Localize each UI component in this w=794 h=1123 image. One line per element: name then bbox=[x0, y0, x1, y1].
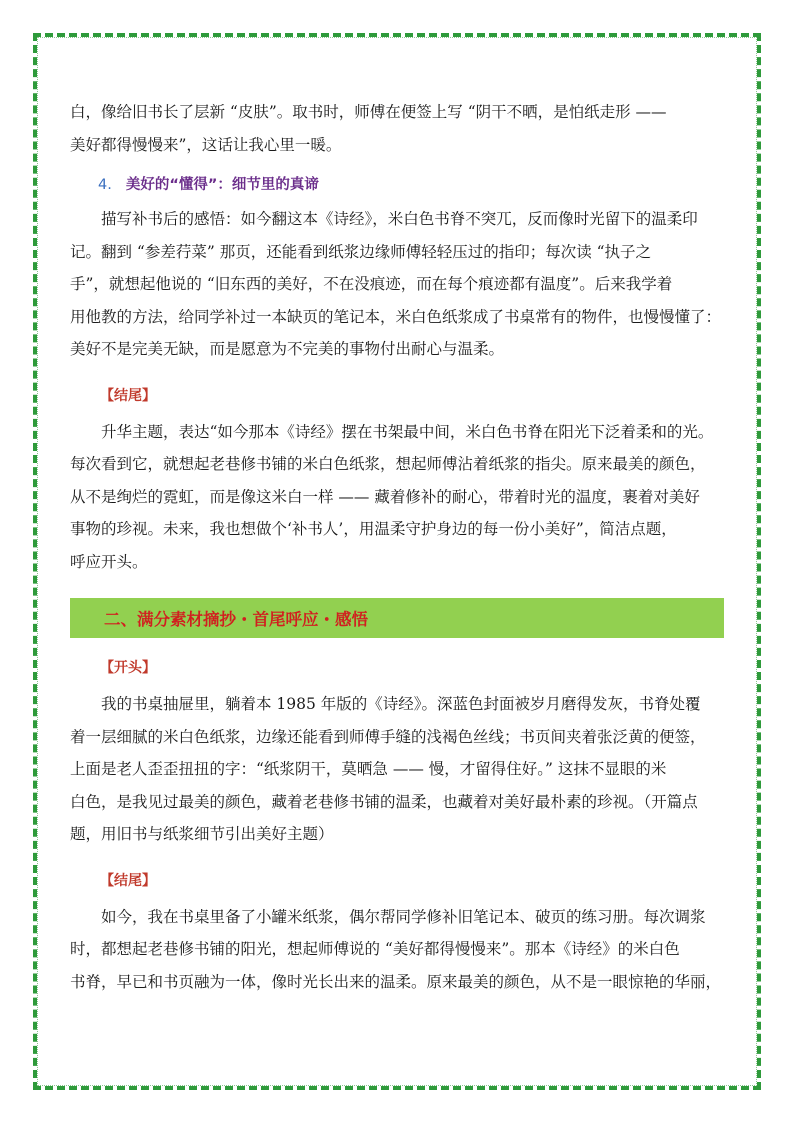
section-header-bar bbox=[70, 598, 724, 638]
text-line: 事物的珍视。未来，我也想做个‘补书人’，用温柔守护身边的每一份小美好”，简洁点题， bbox=[70, 520, 677, 538]
subheading-number: 4. bbox=[98, 177, 112, 193]
text-line: 书脊，早已和书页融为一体，像时光长出来的温柔。原来最美的颜色，从不是一眼惊艳的华丽， bbox=[70, 972, 722, 991]
section-title: 二、满分素材摘抄・首尾呼应・感悟 bbox=[104, 610, 368, 629]
paragraph-insight bbox=[70, 203, 724, 366]
paragraph-ending-outline bbox=[70, 416, 724, 579]
text-line: 美好都得慢慢来”，这话让我心里一暖。 bbox=[70, 135, 342, 154]
text-line: 时，都想起老巷修书铺的阳光，想起师傅说的 “美好都得慢慢来”。那本《诗经》的米白色 bbox=[70, 940, 680, 958]
paragraph-opening bbox=[70, 688, 724, 851]
text-line: 手”，就想起他说的 “旧东西的美好，不在没痕迹，而在每个痕迹都有温度”。后来我学着 bbox=[70, 275, 673, 293]
text-line: 如今，我在书桌里备了小罐米纸浆，偶尔帮同学修补旧笔记本、破页的练习册。每次调浆 bbox=[101, 907, 706, 926]
text-line: 用他教的方法，给同学补过一本缺页的笔记本，米白色纸浆成了书桌常有的物件，也慢慢懂了： bbox=[70, 307, 722, 326]
text-line: 我的书桌抽屉里，躺着本 1985 年版的《诗经》。深蓝色封面被岁月磨得发灰，书脊处覆 bbox=[101, 695, 701, 713]
tag-opening: 【开头】 bbox=[100, 660, 156, 676]
text-line: 题，用旧书与纸浆细节引出美好主题） bbox=[70, 825, 334, 843]
text-line: 呼应开头。 bbox=[70, 552, 148, 571]
text-line: 从不是绚烂的霓虹，而是像这米白一样 —— 藏着修补的耐心，带着时光的温度，裹着对美好 bbox=[70, 487, 700, 506]
tag-ending: 【结尾】 bbox=[100, 872, 156, 889]
paragraph-ending bbox=[70, 901, 724, 999]
text-line: 升华主题，表达“如今那本《诗经》摆在书架最中间，米白色书脊在阳光下泛着柔和的光。 bbox=[101, 422, 714, 441]
text-line: 白色，是我见过最美的颜色，藏着老巷修书铺的温柔，也藏着对美好最朴素的珍视。（开篇点 bbox=[70, 792, 698, 811]
tag-ending: 【结尾】 bbox=[100, 387, 156, 404]
subheading-4 bbox=[98, 173, 724, 197]
text-line: 白，像给旧书长了层新 “皮肤”。取书时，师傅在便签上写 “阴干不晒，是怕纸走形 —— bbox=[70, 103, 667, 121]
document-body bbox=[70, 96, 724, 998]
text-line: 美好不是完美无缺，而是愿意为不完美的事物付出耐心与温柔。 bbox=[70, 340, 505, 358]
paragraph-continued bbox=[70, 96, 724, 161]
text-line: 每次看到它，就想起老巷修书铺的米白色纸浆，想起师傅沾着纸浆的指尖。原来最美的颜色， bbox=[70, 455, 706, 473]
subheading-title: 美好的“懂得”：细节里的真谛 bbox=[125, 177, 319, 193]
text-line: 上面是老人歪歪扭扭的字：“纸浆阴干，莫晒急 —— 慢，才留得住好。” 这抹不显眼的米 bbox=[70, 760, 667, 778]
text-line: 着一层细腻的米白色纸浆，边缘还能看到师傅手缝的浅褐色丝线；书页间夹着张泛黄的便签， bbox=[70, 727, 706, 746]
text-line: 描写补书后的感悟：如今翻这本《诗经》，米白色书脊不突兀，反而像时光留下的温柔印 bbox=[101, 210, 698, 228]
text-line: 记。翻到 “参差荇菜” 那页，还能看到纸浆边缘师傅轻轻压过的指印；每次读 “执子之 bbox=[70, 242, 652, 261]
